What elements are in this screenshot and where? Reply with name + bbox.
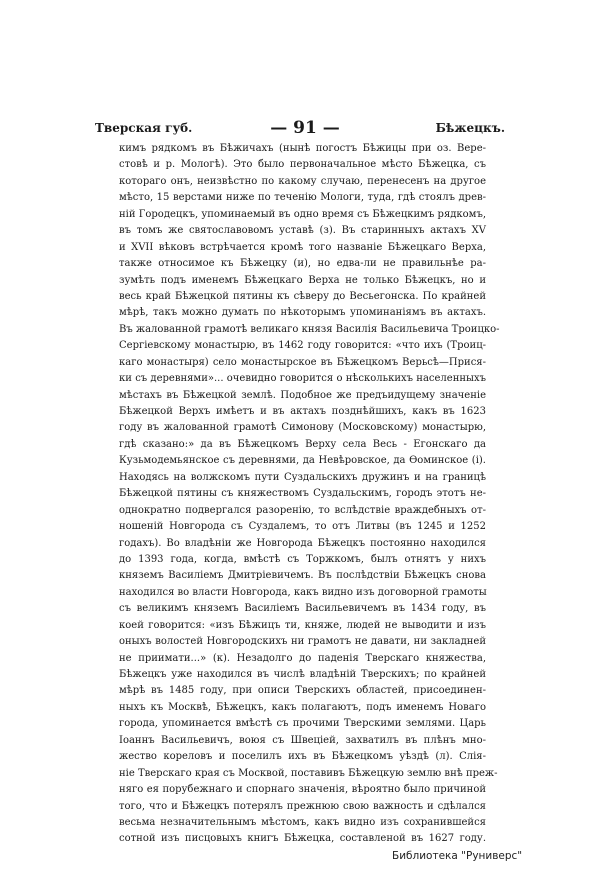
text-line: ній Городецкъ, упоминаемый въ одно время съ Бѣжецкимъ рядкомъ, bbox=[119, 208, 486, 220]
text-line: ныхъ къ Москвѣ, Бѣжецкъ, какъ полагаютъ, подъ именемъ Новаго bbox=[119, 701, 486, 713]
page-number: — 91 — bbox=[270, 118, 340, 138]
text-line: Находясь на волжскомъ пути Суздальскихъ дружинъ и на границѣ bbox=[119, 471, 486, 483]
text-line: Въ жалованной грамотѣ великаго князя Василія Васильевича Троицко- bbox=[119, 323, 500, 335]
text-line: жество кореловъ и поселилъ ихъ въ Бѣжецкомъ уѣздѣ (л). Слія- bbox=[119, 751, 486, 763]
header-left: Тверская губ. bbox=[95, 121, 193, 135]
text-line: весь край Бѣжецкой пятины къ сѣверу до Весьегонска. По крайней bbox=[119, 290, 486, 302]
text-line: мѣстахъ въ Бѣжецкой землѣ. Подобное же предъидущему значеніе bbox=[119, 389, 486, 401]
text-line: каго монастыря) село монастырское въ Бѣжецкомъ Верьсѣ—Прися- bbox=[119, 356, 486, 368]
text-line: зумѣть подъ именемъ Бѣжецкаго Верха не только Бѣжецкъ, но и bbox=[119, 274, 486, 286]
text-line: однократно подвергался разоренію, то вслѣдствіе враждебныхъ от- bbox=[119, 504, 486, 516]
text-line: котораго онъ, неизвѣстно по какому случаю, перенесенъ на другое bbox=[119, 175, 486, 187]
text-line: мѣрѣ въ 1485 году, при описи Тверскихъ областей, присоединен- bbox=[119, 685, 486, 697]
text-line: коей говорится: «изъ Бѣжицъ ти, княже, людей не выводити и изъ bbox=[119, 619, 486, 631]
text-line: находился во власти Новгорода, какъ видно изъ договорной грамоты bbox=[119, 586, 487, 598]
text-line: Іоаннъ Васильевичъ, воюя съ Швеціей, захватилъ въ плѣнъ мно- bbox=[119, 734, 486, 746]
text-line: также относимое къ Бѣжецку (и), но едва-ли не правильнѣе ра- bbox=[119, 258, 486, 270]
text-line: мѣрѣ, такъ можно думать по нѣкоторымъ упоминаніямъ въ актахъ. bbox=[119, 307, 486, 319]
text-line: годахъ). Во владѣніи же Новгорода Бѣжецкъ постоянно находился bbox=[119, 537, 486, 549]
library-watermark: Библиотека "Руниверс" bbox=[392, 850, 523, 862]
text-line: съ великимъ княземъ Василіемъ Васильевичемъ въ 1434 году, въ bbox=[119, 603, 486, 615]
text-line: стовѣ и р. Мологѣ). Это было первоначальное мѣсто Бѣжецка, съ bbox=[119, 159, 486, 171]
text-line: году въ жалованной грамотѣ Симонову (Московскому) монастырю, bbox=[119, 422, 486, 434]
body-text bbox=[119, 141, 500, 848]
text-line: ки съ деревнями»... очевидно говорится о нѣсколькихъ населенныхъ bbox=[119, 373, 486, 385]
text-line: мѣсто, 15 верстами ниже по теченію Мологи, туда, гдѣ стоялъ древ- bbox=[119, 192, 486, 204]
text-line: до 1393 года, когда, вмѣстѣ съ Торжкомъ, былъ отнятъ у нихъ bbox=[119, 553, 486, 565]
text-line: Сергіевскому монастырю, въ 1462 году говорится: «что ихъ (Троиц- bbox=[119, 340, 486, 352]
text-line: Бѣжецкой Верхъ имѣетъ и въ актахъ позднѣйшихъ, какъ въ 1623 bbox=[119, 406, 486, 417]
text-line: въ томъ же святославовомъ уставѣ (з). Въ старинныхъ актахъ XV bbox=[119, 225, 486, 237]
text-line: оныхъ волостей Новгородскихъ ни грамотъ не давати, ни закладней bbox=[119, 636, 486, 648]
text-line: Бѣжецкъ уже находился въ числѣ владѣній Тверскихъ; по крайней bbox=[119, 669, 486, 680]
text-line: весьма незначительнымъ мѣстомъ, какъ видно изъ сохранившейся bbox=[119, 816, 486, 828]
text-line: не приимати...» (к). Незадолго до паденія Тверскаго княжества, bbox=[119, 652, 486, 664]
text-line: и XVII вѣковъ встрѣчается кромѣ того названіе Бѣжецкаго Верха, bbox=[119, 241, 486, 253]
text-line: Кузьмодемьянское съ деревнями, да Невѣровское, да Ѳоминское (і). bbox=[119, 455, 486, 467]
text-line: няго ея порубежнаго и спорнаго значенія, вѣроятно было причиной bbox=[119, 784, 486, 796]
text-line: города, упоминается вмѣстѣ съ прочими Тверскими землями. Царь bbox=[119, 718, 486, 730]
text-line: того, что и Бѣжецкъ потерялъ прежнюю свою важность и сдѣлался bbox=[119, 800, 486, 812]
text-line: ніе Тверскаго края съ Москвой, поставивъ Бѣжецкую землю внѣ преж- bbox=[119, 767, 498, 779]
text-line: сотной изъ писцовыхъ книгъ Бѣжецка, составленой въ 1627 году. bbox=[119, 833, 486, 845]
text-line: ношеній Новгорода съ Суздалемъ, то отъ Литвы (въ 1245 и 1252 bbox=[119, 521, 486, 533]
text-line: кимъ рядкомъ въ Бѣжичахъ (нынѣ погостъ Бѣжицы при оз. Вере- bbox=[119, 143, 486, 154]
text-line: княземъ Василіемъ Дмитріевичемъ. Въ послѣдствіи Бѣжецкъ снова bbox=[119, 570, 486, 582]
header-right: Бѣжецкъ. bbox=[435, 121, 505, 135]
running-header bbox=[95, 118, 505, 138]
text-line: гдѣ сказано:» да въ Бѣжецкомъ Верху села Весь - Егонскаго да bbox=[119, 438, 486, 450]
text-line: Бѣжецкой пятины съ княжествомъ Суздальскимъ, городъ этотъ не- bbox=[119, 488, 486, 500]
